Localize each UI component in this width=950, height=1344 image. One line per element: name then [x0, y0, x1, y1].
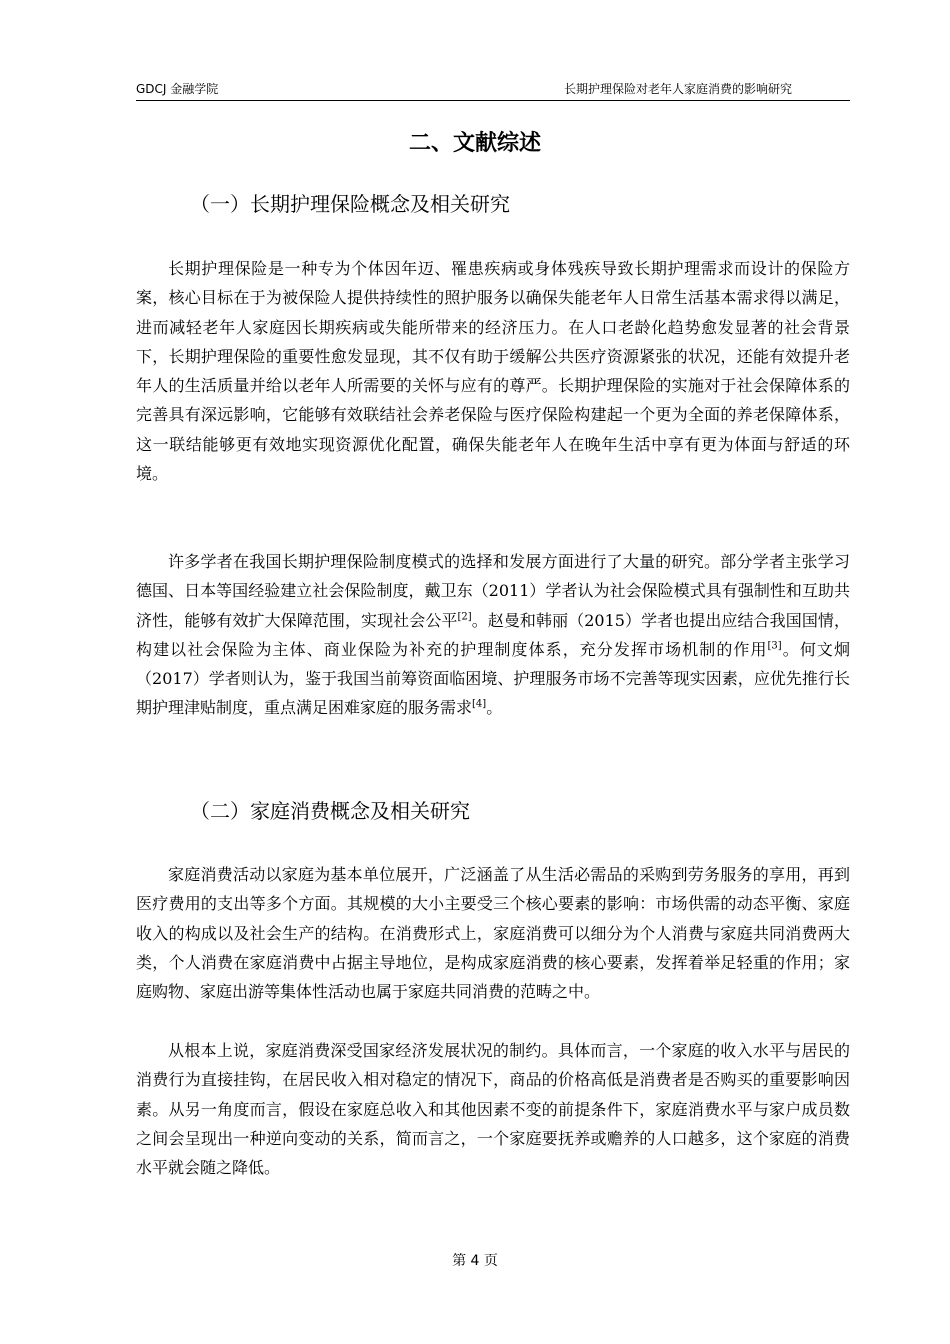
subsection-heading-household-consumption: （二）家庭消费概念及相关研究	[190, 799, 470, 823]
paragraph-ltci-concept: 长期护理保险是一种专为个体因年迈、罹患疾病或身体残疾导致长期护理需求而设计的保险方案，核心目标在于为被保险人提供持续性的照护服务以确保失能老年人日常生活基本需求得以满足，进而减轻老年人家庭因长期疾病或失能所带来的经济压力。在人口老龄化趋势愈发显著的社会背景下，长期护理保险的重要性愈发显现，其不仅有助于缓解公共医疗资源紧张的状况，还能有效提升老年人的生活质量并给以老年人所需要的关怀与应有的尊严。长期护理保险的实施对于社会保障体系的完善具有深远影响，它能够有效联结社会养老保险与医疗保险构建起一个更为全面的养老保障体系，这一联结能够更有效地实现资源优化配置，确保失能老年人在晚年生活中享有更为体面与舒适的环境。	[136, 259, 850, 484]
text-segment: 。	[486, 698, 503, 718]
paragraph-consumption-concept: 家庭消费活动以家庭为基本单位展开，广泛涵盖了从生活必需品的采购到劳务服务的享用，再到医疗费用的支出等多个方面。其规模的大小主要受三个核心要素的影响：市场供需的动态平衡、家庭收入的构成以及社会生产的结构。在消费形式上，家庭消费可以细分为个人消费与家庭共同消费两大类，个人消费在家庭消费中占据主导地位，是构成家庭消费的核心要素，发挥着举足轻重的作用；家庭购物、家庭出游等集体性活动也属于家庭共同消费的范畴之中。	[136, 865, 850, 1002]
citation-ref: [3]	[767, 640, 782, 652]
paragraph-ltci-research	[136, 547, 850, 723]
section-title: 二、文献综述	[408, 131, 541, 156]
page-header	[136, 78, 850, 101]
citation-ref: [4]	[472, 699, 487, 711]
text-segment: 许多学者在我国长期护理保险制度模式的选择和发展方面进行了大量的研究。部分学者主张学习德国、日本等国经验建立社会保险制度，戴卫东（2011）学者认为社会保险模式具有强制性和互助共济性，能够有效扩大保障范围，实现社会公平	[136, 552, 850, 630]
header-institution: GDCJ 金融学院	[136, 82, 219, 96]
text-segment: 。赵曼和韩丽（2015）学者也提出应结合我国国情，构建以社会保险为主体、商业保险为补充的护理制度体系，充分发挥市场机制的作用	[136, 610, 850, 659]
text-segment: 。何文炯（2017）学者则认为，鉴于我国当前筹资面临困境、护理服务市场不完善等现实因素，应优先推行长期护理津贴制度，重点满足困难家庭的服务需求	[136, 639, 850, 718]
header-thesis-title: 长期护理保险对老年人家庭消费的影响研究	[563, 82, 792, 96]
citation-ref: [2]	[457, 611, 472, 623]
subsection-heading-ltci: （一）长期护理保险概念及相关研究	[190, 192, 510, 216]
paragraph-consumption-factors: 从根本上说，家庭消费深受国家经济发展状况的制约。具体而言，一个家庭的收入水平与居民的消费行为直接挂钩，在居民收入相对稳定的情况下，商品的价格高低是消费者是否购买的重要影响因素。从另一角度而言，假设在家庭总收入和其他因素不变的前提条件下，家庭消费水平与家户成员数之间会呈现出一种逆向变动的关系，简而言之，一个家庭要抚养或赡养的人口越多，这个家庭的消费水平就会随之降低。	[136, 1041, 850, 1178]
page-number: 第 4 页	[452, 1253, 498, 1269]
